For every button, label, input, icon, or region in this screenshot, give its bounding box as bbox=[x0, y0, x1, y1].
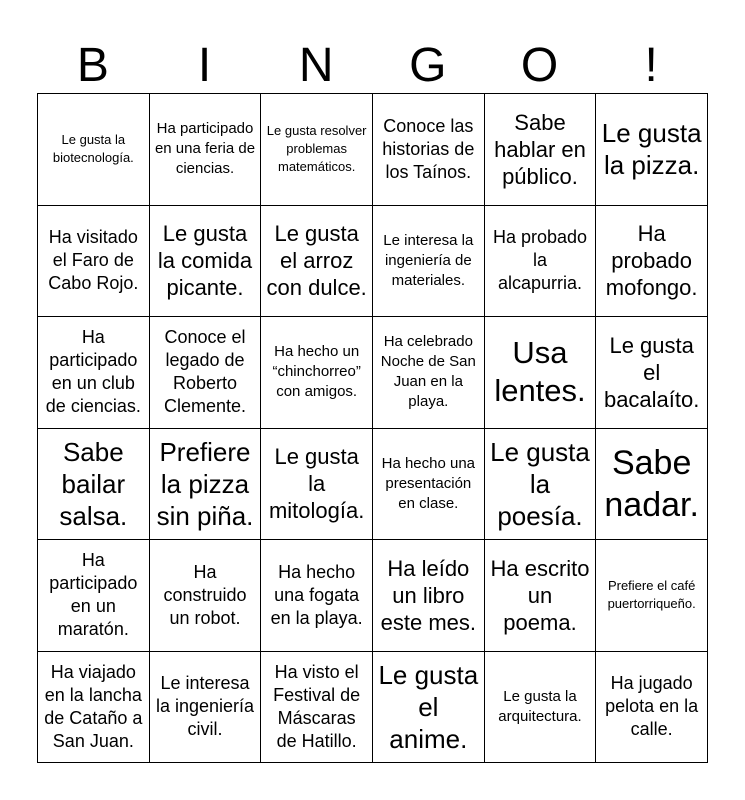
bingo-cell[interactable]: Ha hecho una presentación en clase. bbox=[373, 429, 485, 541]
title-letter-g: G bbox=[409, 39, 447, 92]
bingo-cell[interactable]: Ha escrito un poema. bbox=[485, 540, 597, 652]
bingo-title bbox=[37, 38, 707, 94]
bingo-cell[interactable]: Le gusta la pizza. bbox=[596, 94, 708, 206]
title-letter-o: O bbox=[520, 39, 559, 92]
bingo-cell[interactable]: Ha participado en un maratón. bbox=[38, 540, 150, 652]
bingo-cell[interactable]: Le gusta resolver problemas matemáticos. bbox=[261, 94, 373, 206]
bingo-cell[interactable]: Ha visitado el Faro de Cabo Rojo. bbox=[38, 206, 150, 318]
bingo-cell[interactable]: Ha participado en un club de ciencias. bbox=[38, 317, 150, 429]
bingo-cell[interactable]: Prefiere la pizza sin piña. bbox=[150, 429, 262, 541]
bingo-cell[interactable]: Prefiere el café puertorriqueño. bbox=[596, 540, 708, 652]
bingo-cell[interactable]: Le gusta la comida picante. bbox=[150, 206, 262, 318]
title-letter-n: N bbox=[298, 39, 334, 92]
bingo-cell[interactable]: Usa lentes. bbox=[485, 317, 597, 429]
bingo-cell[interactable]: Ha probado la alcapurria. bbox=[485, 206, 597, 318]
title-letter-b: B bbox=[76, 39, 109, 92]
bingo-cell[interactable]: Le interesa la ingeniería de materiales. bbox=[373, 206, 485, 318]
bingo-cell[interactable]: Ha jugado pelota en la calle. bbox=[596, 652, 708, 764]
bingo-cell[interactable]: Ha visto el Festival de Máscaras de Hatillo. bbox=[261, 652, 373, 764]
bingo-cell[interactable]: Le gusta la mitología. bbox=[261, 429, 373, 541]
bingo-cell[interactable]: Le gusta el arroz con dulce. bbox=[261, 206, 373, 318]
bingo-cell[interactable]: Le gusta el anime. bbox=[373, 652, 485, 764]
bingo-cell[interactable]: Ha participado en una feria de ciencias. bbox=[150, 94, 262, 206]
bingo-cell[interactable]: Le gusta la biotecnología. bbox=[38, 94, 150, 206]
bingo-cell[interactable]: Sabe hablar en público. bbox=[485, 94, 597, 206]
bingo-cell[interactable]: Ha leído un libro este mes. bbox=[373, 540, 485, 652]
title-letter-i: I bbox=[197, 39, 212, 92]
bingo-cell[interactable]: Ha probado mofongo. bbox=[596, 206, 708, 318]
bingo-cell[interactable]: Ha viajado en la lancha de Cataño a San Juan. bbox=[38, 652, 150, 764]
bingo-cell[interactable]: Ha hecho una fogata en la playa. bbox=[261, 540, 373, 652]
bingo-cell[interactable]: Conoce las historias de los Taínos. bbox=[373, 94, 485, 206]
title-exclamation: ! bbox=[644, 39, 658, 92]
bingo-cell[interactable]: Le gusta la arquitectura. bbox=[485, 652, 597, 764]
bingo-cell[interactable]: Le gusta la poesía. bbox=[485, 429, 597, 541]
bingo-cell[interactable]: Le gusta el bacalaíto. bbox=[596, 317, 708, 429]
bingo-card bbox=[37, 93, 708, 763]
bingo-cell[interactable]: Le interesa la ingeniería civil. bbox=[150, 652, 262, 764]
bingo-cell[interactable]: Sabe nadar. bbox=[596, 429, 708, 541]
bingo-cell[interactable]: Conoce el legado de Roberto Clemente. bbox=[150, 317, 262, 429]
bingo-cell[interactable]: Sabe bailar salsa. bbox=[38, 429, 150, 541]
bingo-cell[interactable]: Ha construido un robot. bbox=[150, 540, 262, 652]
bingo-cell[interactable]: Ha hecho un “chinchorreo” con amigos. bbox=[261, 317, 373, 429]
bingo-cell[interactable]: Ha celebrado Noche de San Juan en la playa. bbox=[373, 317, 485, 429]
